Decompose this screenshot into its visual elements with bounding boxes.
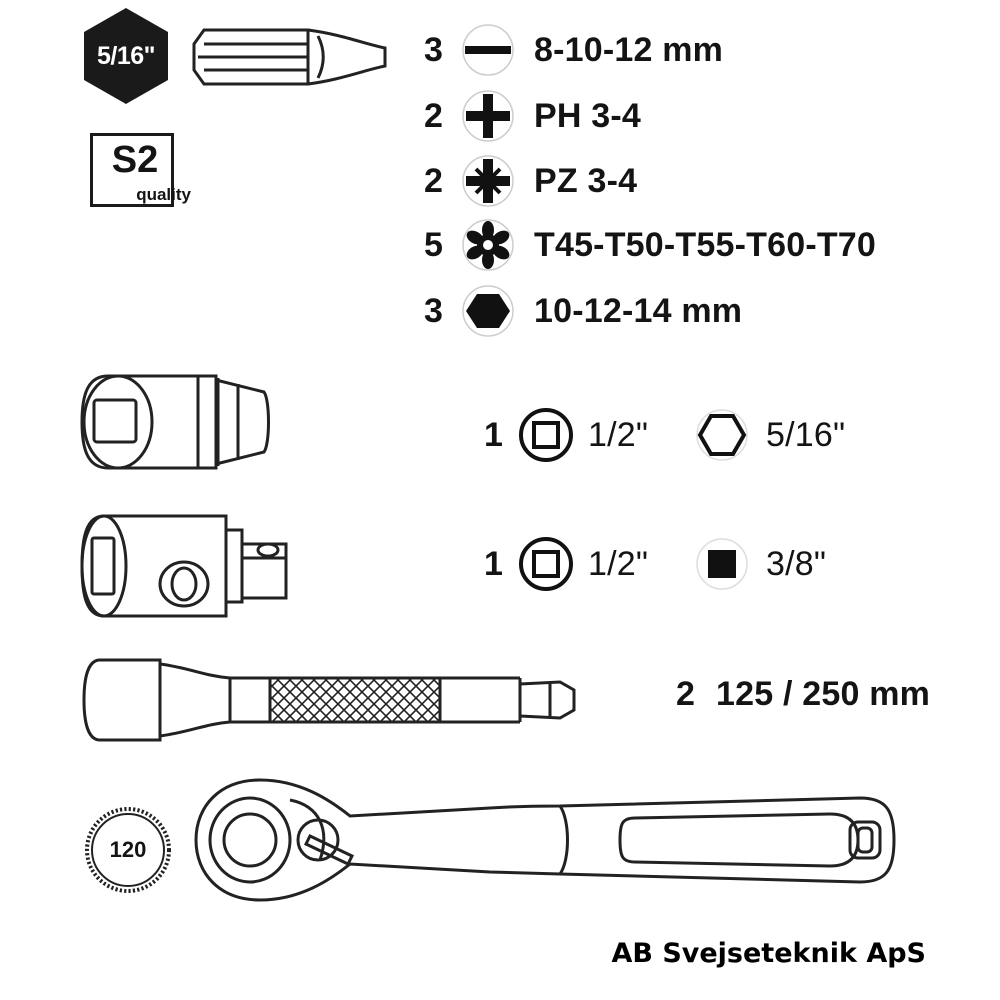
square-filled-icon xyxy=(694,536,750,592)
teeth-count-label: 120 xyxy=(109,837,147,862)
slotted-bit-illustration xyxy=(190,20,410,94)
s2-quality-badge xyxy=(90,133,191,207)
extension-qty: 2 xyxy=(676,674,695,713)
ratchet-illustration xyxy=(190,770,900,910)
bit-row xyxy=(424,217,876,273)
bit-row xyxy=(424,22,723,78)
torx-icon xyxy=(460,217,516,273)
bit-holder-adapter-illustration xyxy=(78,370,274,474)
drive-size-label: 5/16" xyxy=(96,41,155,70)
bit-row xyxy=(424,283,742,339)
adapter-to: 5/16" xyxy=(766,415,846,454)
hex-icon xyxy=(460,283,516,339)
bit-size: PZ 3-4 xyxy=(534,161,638,200)
quality-label: quality xyxy=(136,185,191,204)
square-outline-icon xyxy=(518,407,574,463)
bit-row xyxy=(424,88,641,144)
slotted-icon xyxy=(460,22,516,78)
company-name: AB Svejseteknik ApS xyxy=(611,938,926,969)
bit-qty: 3 xyxy=(424,291,443,330)
bit-row xyxy=(424,153,637,209)
adapter-qty: 1 xyxy=(484,415,503,454)
hexagon-outline-icon xyxy=(694,407,750,463)
adapter-from: 1/2" xyxy=(588,415,649,454)
adapter-row xyxy=(484,407,845,463)
adapter-row xyxy=(484,536,826,592)
adapter-to: 3/8" xyxy=(766,544,827,583)
bit-size: T45-T50-T55-T60-T70 xyxy=(534,225,877,264)
s2-label: S2 xyxy=(111,139,159,181)
drive-size-badge xyxy=(76,6,176,106)
bit-size: PH 3-4 xyxy=(534,96,642,135)
pozidriv-icon xyxy=(460,153,516,209)
bit-size: 8-10-12 mm xyxy=(534,30,724,69)
extension-bar-illustration xyxy=(80,650,580,750)
phillips-icon xyxy=(460,88,516,144)
bit-qty: 3 xyxy=(424,30,443,69)
teeth-count-badge xyxy=(84,806,172,894)
reducer-adapter-illustration xyxy=(78,510,292,622)
adapter-from: 1/2" xyxy=(588,544,649,583)
extension-size: 125 / 250 mm xyxy=(716,674,931,713)
square-outline-icon xyxy=(518,536,574,592)
adapter-qty: 1 xyxy=(484,544,503,583)
bit-size: 10-12-14 mm xyxy=(534,291,743,330)
bit-qty: 2 xyxy=(424,161,443,200)
extension-row xyxy=(676,666,930,722)
bit-qty: 2 xyxy=(424,96,443,135)
bit-qty: 5 xyxy=(424,225,443,264)
